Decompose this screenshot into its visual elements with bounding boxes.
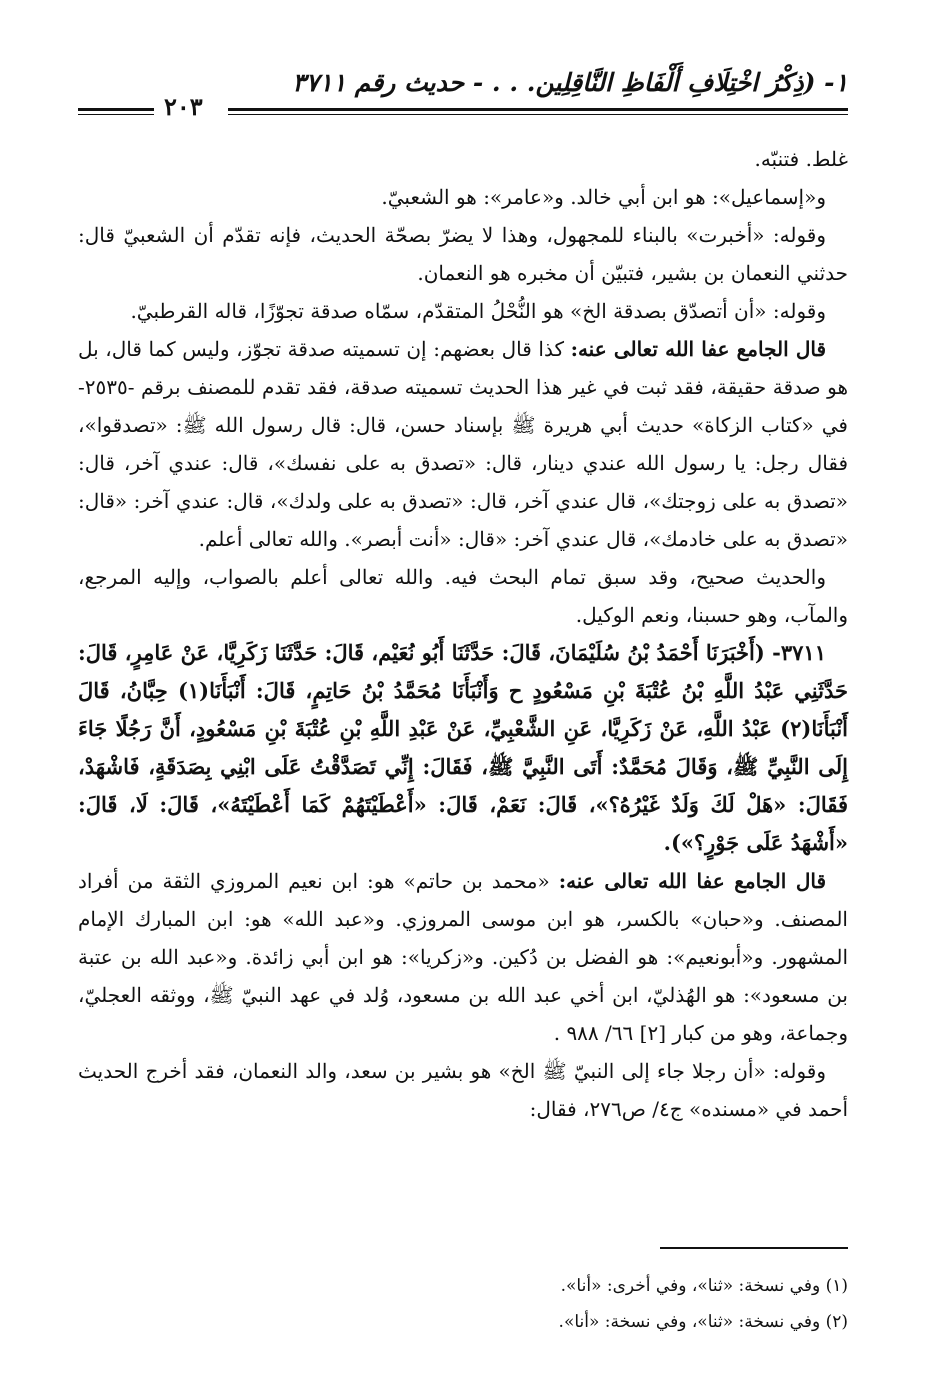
commentary-lead: قال الجامع عفا الله تعالى عنه:: [558, 869, 827, 893]
running-title: ١- (ذِكْرُ اخْتِلَافِ أَلْفَاظِ النَّاقِلِين. . . - حديث رقم ٣٧١١: [292, 68, 848, 97]
paragraph: وقوله: «أخبرت» بالبناء للمجهول، وهذا لا يضرّ بصحّة الحديث، فإنه تقدّم أن الشعبيّ قال: حدثني النعمان بن بشير، فتبيّن أن مخبره هو النعمان.: [78, 223, 848, 285]
commentary-text: «محمد بن حاتم» هو: ابن نعيم المروزي الثقة من أفراد المصنف. و«حبان» بالكسر، هو ابن موسى المروزي. و«عبد الله» هو: ابن المبارك الإمام المشهور. و«أبونعيم»: هو الفضل بن دُكين. و«زكريا»: هو ابن أبي زائدة. و«عبد الله بن عتبة بن مسعود»: هو الهُذليّ، ابن أخي عبد الله بن مسعود، وُلد في عهد النبيّ ﷺ، ووثقه العجليّ، وجماعة، وهو من كبار [٢] ٦٦/ ٩٨٨ .: [78, 869, 849, 1045]
jami-commentary-2: [78, 862, 848, 1052]
commentary-lead: قال الجامع عفا الله تعالى عنه:: [570, 337, 827, 361]
paragraph: وقوله: «أن أتصدّق بصدقة الخ» هو النُّحْلُ المتقدّم، سمّاه صدقة تجوّزًا، قاله القرطبيّ.: [130, 299, 826, 323]
page-body: [78, 140, 848, 1240]
header-rule-short: [78, 108, 154, 115]
commentary-text: كذا قال بعضهم: إن تسميته صدقة تجوّز، وليس كما قال، بل هو صدقة حقيقة، فقد ثبت في غير هذا الحديث تسميته صدقة، فقد تقدم للمصنف برقم -٢٥٣٥- في «كتاب الزكاة» حديث أبي هريرة ﷺ بإسناد حسن، قال: قال رسول الله ﷺ: «تصدقوا»، فقال رجل: يا رسول الله عندي دينار، قال: «تصدق به على نفسك»، قال: عندي آخر، قال: «تصدق به على زوجتك»، قال عندي آخر، قال: «تصدق به على ولدك»، قال: عندي آخر: «قال: «تصدق به على خادمك»، قال عندي آخر: «قال: «أنت أبصر». والله تعالى أعلم.: [78, 337, 848, 551]
page-number: ٢٠٣: [164, 92, 203, 121]
footnote: (٢) وفي نسخة: «ثنا»، وفي نسخة: «أنا».: [558, 1312, 848, 1332]
jami-commentary-1: [78, 330, 848, 558]
paragraph: غلط. فتنبّه.: [754, 147, 848, 171]
footnote: (١) وفي نسخة: «ثنا»، وفي أخرى: «أنا».: [560, 1276, 848, 1296]
footnote-rule: [660, 1247, 848, 1249]
paragraph: والحديث صحيح، وقد سبق تمام البحث فيه. والله تعالى أعلم بالصواب، وإليه المرجع، والمآب، وهو حسبنا، ونعم الوكيل.: [78, 565, 848, 627]
paragraph: و«إسماعيل»: هو ابن أبي خالد. و«عامر»: هو الشعبيّ.: [381, 185, 826, 209]
hadith-text: ٣٧١١- (أَخْبَرَنَا أَحْمَدُ بْنُ سُلَيْمَانَ، قَالَ: حَدَّثَنَا أَبُو نُعَيْم، قَالَ: حَدَّثَنَا زَكَرِيَّا، عَنْ عَامِرٍ، قَالَ: حَدَّثَنِي عَبْدُ اللَّهِ بْنُ عُتْبَةَ بْنِ مَسْعُودٍ ح وَأَنْبَأَنَا مُحَمَّدُ بْنُ حَاتِمٍ، قَالَ: أَنْبَأَنَا(١) حِبَّانُ، قَالَ أَنْبَأَنَا(٢) عَبْدُ اللَّهِ، عَنْ زَكَرِيَّا، عَنِ الشَّعْبِيِّ، عَنْ عَبْدِ اللَّهِ بْنِ عُتْبَةَ بْنِ مَسْعُودٍ، أَنَّ رَجُلًا جَاءَ إِلَى النَّبِيِّ ﷺ، وَقَالَ مُحَمَّدٌ: أَتَى النَّبِيَّ ﷺ، فَقَالَ: إِنِّي تَصَدَّقْتُ عَلَى ابْنِي بِصَدَقَةٍ، فَاشْهَدْ، فَقَالَ: «هَلْ لَكَ وَلَدٌ غَيْرُهُ؟»، قَالَ: نَعَمْ، قَالَ: «أَعْطَيْتَهُمْ كَمَا أَعْطَيْتَهُ»، قَالَ: لَا، قَالَ: «أَشْهَدُ عَلَى جَوْرٍ؟»).: [78, 640, 848, 855]
paragraph: وقوله: «أن رجلا جاء إلى النبيّ ﷺ الخ» هو بشير بن سعد، والد النعمان، فقد أخرج الحديث أحمد في «مسنده» ج٤/ ص٢٧٦، فقال:: [78, 1059, 848, 1121]
footnotes: [148, 1268, 848, 1340]
page-header: [78, 68, 848, 121]
header-rule: [228, 108, 848, 115]
